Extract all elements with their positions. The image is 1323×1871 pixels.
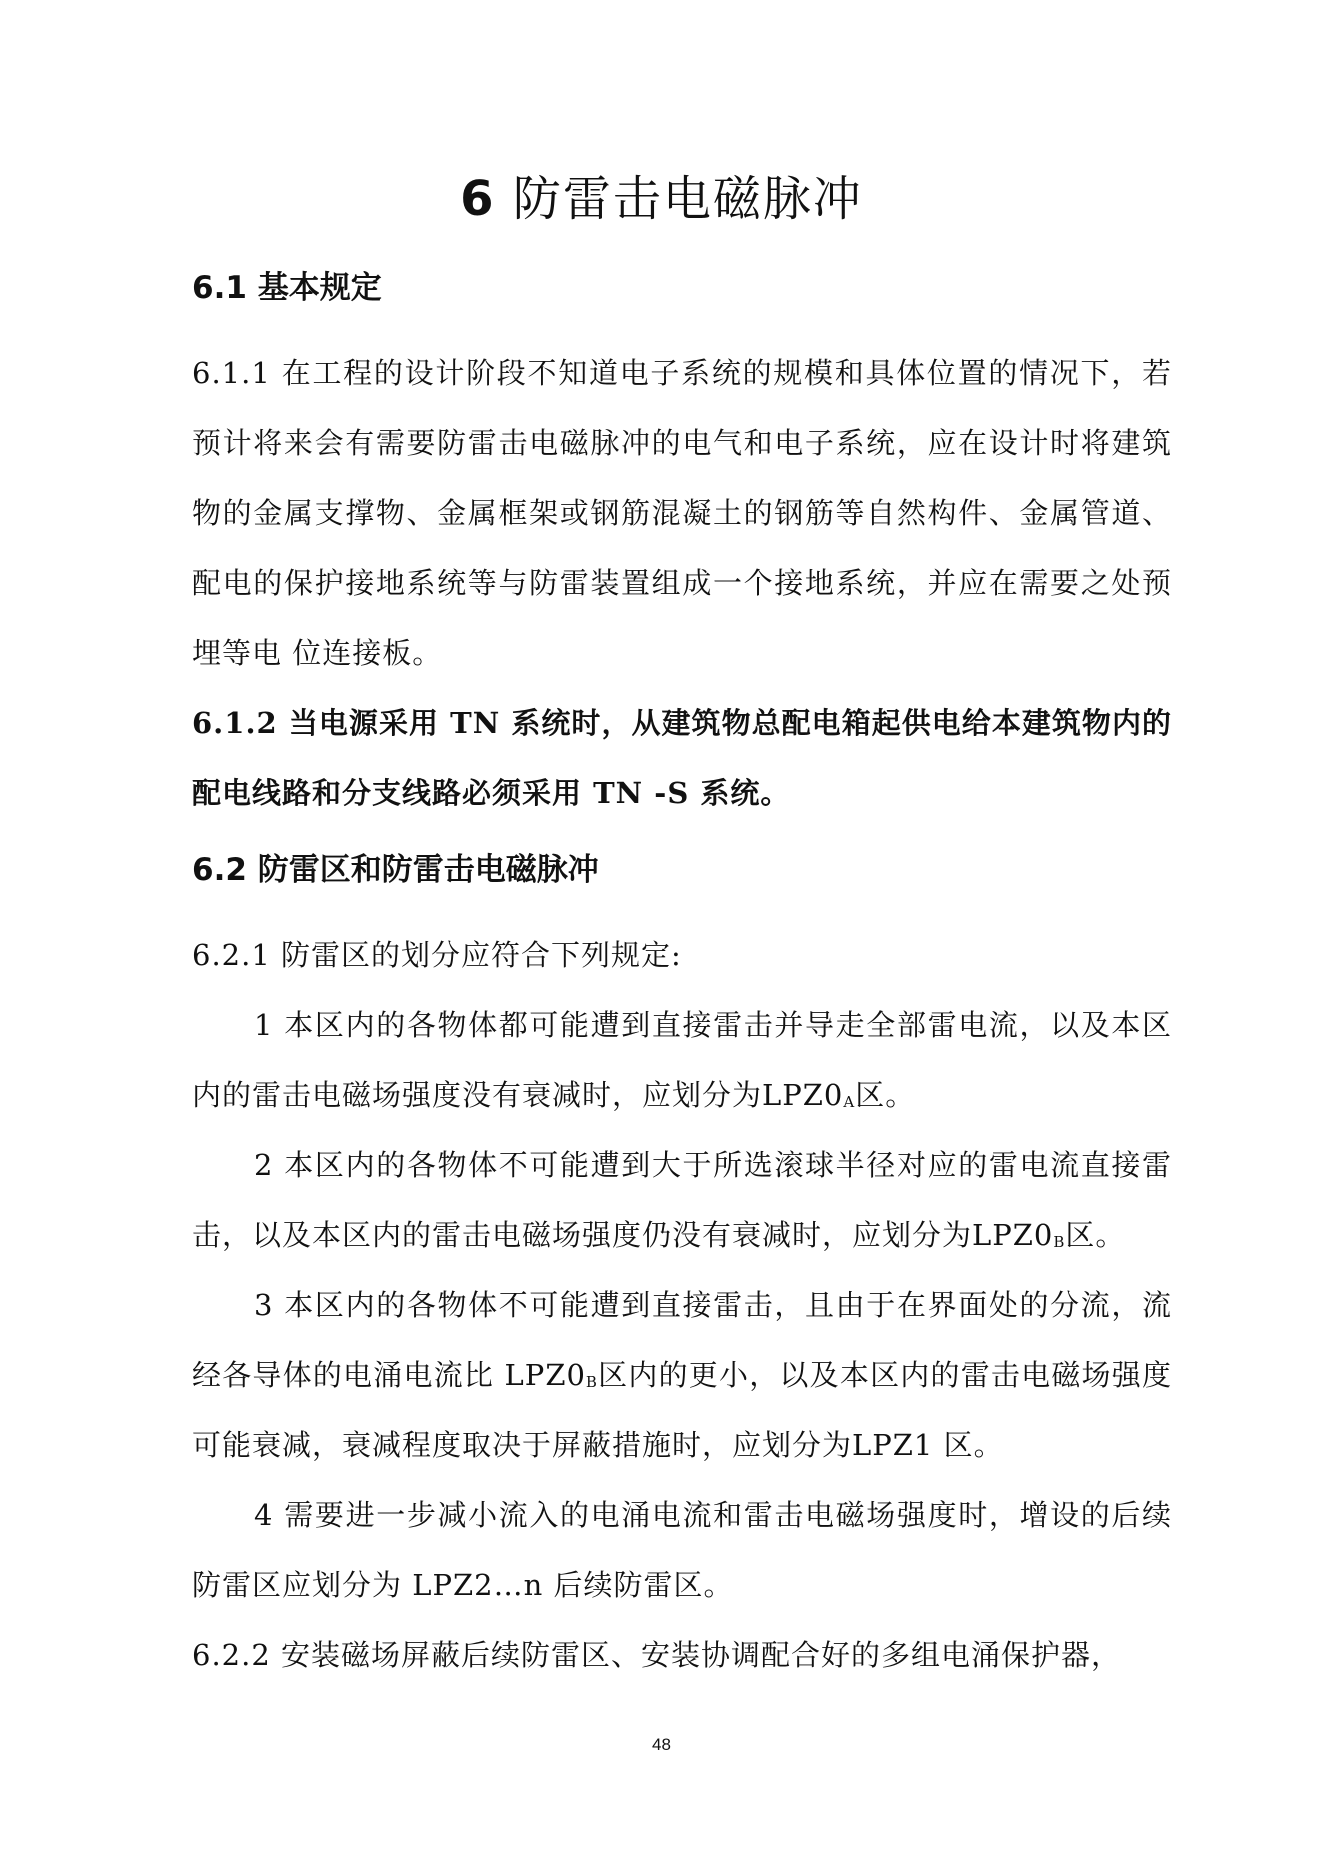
list-item-3-suffix: 区内的更小，以及本区内的雷击电磁场强度可能衰减，衰减程度取决于屏蔽措施时，应划分为LPZ1 区。 (192, 1358, 1172, 1462)
chapter-title (0, 160, 1323, 229)
list-item-1 (192, 990, 1172, 1130)
list-item-3-text: 3 本区内的各物体不可能遭到直接雷击，且由于在界面处的分流，流经各导体的电涌电流比 LPZ0 (192, 1288, 1172, 1392)
subscript-b: B (1053, 1233, 1066, 1251)
list-item-2-suffix: 区。 (1065, 1218, 1126, 1252)
subscript-a: A (843, 1093, 856, 1111)
page-number: 48 (652, 1735, 671, 1754)
chapter-title-text: 防雷击电磁脉冲 (512, 171, 863, 227)
list-item-3 (192, 1270, 1172, 1480)
section-heading-6-2: 6.2 防雷区和防雷击电磁脉冲 (192, 852, 599, 888)
list-item-2-text: 2 本区内的各物体不可能遭到大于所选滚球半径对应的雷电流直接雷击，以及本区内的雷击电磁场强度仍没有衰减时，应划分为LPZ0 (192, 1148, 1172, 1252)
list-item-1-suffix: 区。 (855, 1078, 916, 1112)
section-heading-6-1: 6.1 基本规定 (192, 270, 382, 306)
chapter-number: 6 (460, 171, 496, 227)
list-item-4: 4 需要进一步减小流入的电涌电流和雷击电磁场强度时，增设的后续防雷区应划分为 LPZ2…n 后续防雷区。 (192, 1498, 1172, 1602)
list-item-2 (192, 1130, 1172, 1270)
paragraph-6-2-1: 6.2.1 防雷区的划分应符合下列规定: (192, 938, 682, 972)
list-item-1-text: 1 本区内的各物体都可能遭到直接雷击并导走全部雷电流，以及本区内的雷击电磁场强度没有衰减时，应划分为LPZ0 (192, 1008, 1172, 1112)
paragraph-6-1-2: 6.1.2 当电源采用 TN 系统时，从建筑物总配电箱起供电给本建筑物内的配电线路和分支线路必须采用 TN -S 系统。 (192, 706, 1172, 810)
paragraph-6-2-2: 6.2.2 安装磁场屏蔽后续防雷区、安装协调配合好的多组电涌保护器， (192, 1638, 1122, 1672)
subscript-b: B (585, 1373, 598, 1391)
paragraph-6-1-1: 6.1.1 在工程的设计阶段不知道电子系统的规模和具体位置的情况下，若预计将来会有需要防雷击电磁脉冲的电气和电子系统，应在设计时将建筑物的金属支撑物、金属框架或钢筋混凝土的钢筋等自然构件、金属管道、配电的保护接地系统等与防雷装置组成一个接地系统，并应在需要之处预埋等电 位连接板。 (192, 356, 1172, 670)
